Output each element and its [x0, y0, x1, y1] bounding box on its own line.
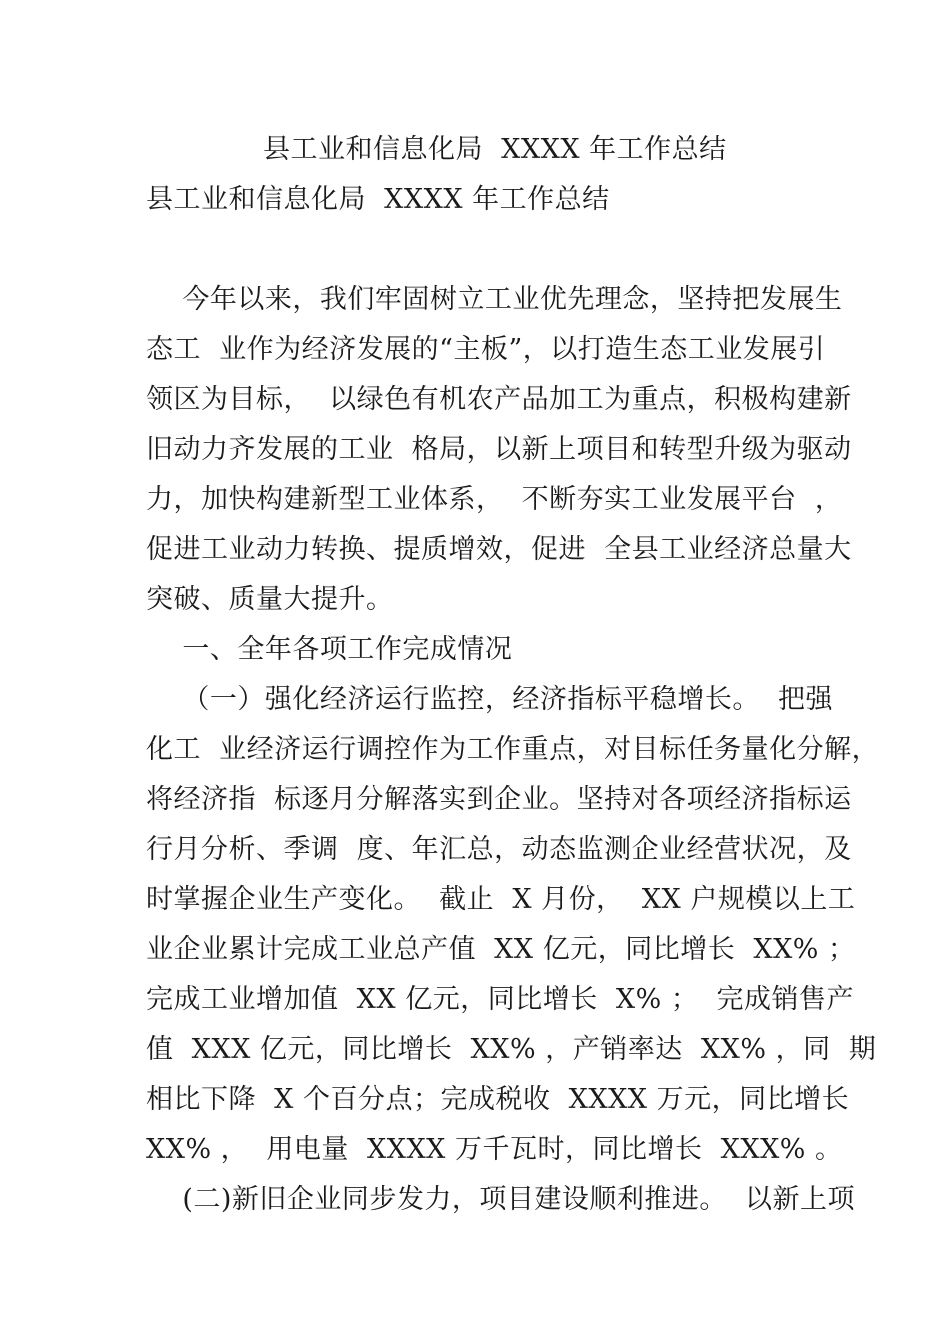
paragraph-line: 时掌握企业生产变化。 截止 X 月份， XX 户规模以上工: [146, 884, 856, 915]
paragraph-line: 将经济指 标逐月分解落实到企业。坚持对各项经济指标运: [146, 784, 852, 815]
paragraph-line: 领区为目标， 以绿色有机农产品加工为重点，积极构建新: [146, 384, 852, 415]
section-heading: 一、全年各项工作完成情况: [146, 634, 513, 665]
paragraph-line: 业企业累计完成工业总产值 XX 亿元，同比增长 XX% ；: [146, 934, 856, 965]
paragraph-line: 态工 业作为经济发展的“主板”，以打造生态工业发展引: [146, 334, 826, 365]
paragraph-line: 促进工业动力转换、提质增效，促进 全县工业经济总量大: [146, 534, 852, 565]
paragraph-line: 完成工业增加值 XX 亿元，同比增长 X% ； 完成销售产: [146, 984, 854, 1015]
paragraph-line: 行月分析、季调 度、年汇总，动态监测企业经营状况，及: [146, 834, 852, 865]
document-subtitle: 县工业和信息化局 XXXX 年工作总结: [146, 184, 610, 215]
paragraph-line: 化工 业经济运行调控作为工作重点，对目标任务量化分解，: [146, 734, 880, 765]
paragraph-line: 旧动力齐发展的工业 格局，以新上项目和转型升级为驱动: [146, 434, 852, 465]
document-title: 县工业和信息化局 XXXX 年工作总结: [263, 134, 727, 165]
subsection-heading-line: （一）强化经济运行监控，经济指标平稳增长。 把强: [146, 684, 833, 715]
paragraph-line: 相比下降 X 个百分点；完成税收 XXXX 万元，同比增长: [146, 1084, 850, 1115]
paragraph-line: 突破、质量大提升。: [146, 584, 394, 615]
paragraph-line: 今年以来，我们牢固树立工业优先理念，坚持把发展生: [146, 284, 843, 315]
paragraph-line: 力，加快构建新型工业体系， 不断夯实工业发展平台 ，: [146, 484, 843, 515]
paragraph-line: 值 XXX 亿元，同比增长 XX% ，产销率达 XX% ，同 期: [146, 1034, 877, 1065]
subsection-heading-line: (二)新旧企业同步发力，项目建设顺利推进。 以新上项: [146, 1184, 856, 1215]
paragraph-line: XX% ， 用电量 XXXX 万千瓦时，同比增长 XXX% 。: [146, 1134, 843, 1165]
